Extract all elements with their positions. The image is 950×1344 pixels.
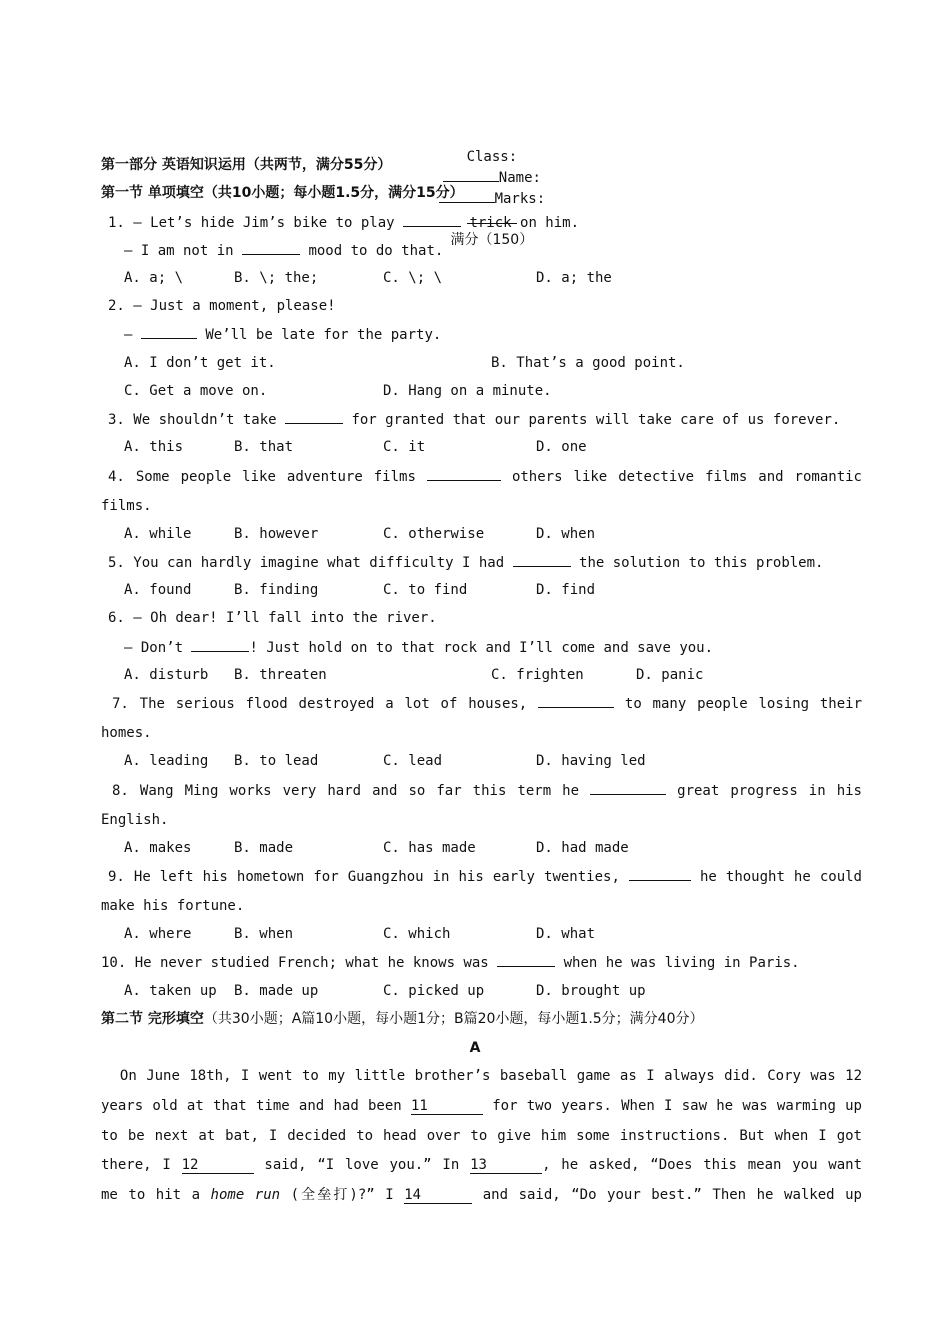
- question-4-stem: 4. Some people like adventure films others like detective films and romantic: [108, 466, 862, 487]
- option-2d[interactable]: D. Hang on a minute.: [383, 383, 552, 399]
- passage-line-4: there, I 12 said, “I love you.” In 13 , he asked, “Does this mean you want: [101, 1157, 863, 1173]
- option-7a[interactable]: A. leading: [124, 753, 209, 769]
- option-8c[interactable]: C. has made: [383, 840, 476, 856]
- passage-line-3: to be next at bat, I decided to head over to give him some instructions. But when I got: [101, 1128, 862, 1144]
- option-10a[interactable]: A. taken up: [124, 983, 217, 999]
- question-9-stem: 9. He left his hometown for Guangzhou in his early twenties, he thought he could: [108, 866, 862, 887]
- option-1b[interactable]: B. \; the;: [234, 270, 319, 286]
- option-9c[interactable]: C. which: [383, 926, 451, 942]
- option-3b[interactable]: B. that: [234, 439, 294, 455]
- option-4c[interactable]: C. otherwise: [383, 526, 485, 542]
- option-8d[interactable]: D. had made: [536, 840, 629, 856]
- question-5-stem: 5. You can hardly imagine what difficulty I had the solution to this problem.: [108, 552, 823, 573]
- option-8a[interactable]: A. makes: [124, 840, 192, 856]
- question-1-reply: — I am not in mood to do that.: [124, 240, 443, 261]
- option-4a[interactable]: A. while: [124, 526, 192, 542]
- class-label: Class:: [466, 149, 518, 165]
- blank-14[interactable]: 14: [404, 1187, 472, 1204]
- option-9d[interactable]: D. what: [536, 926, 596, 942]
- class-blank[interactable]: [443, 167, 499, 182]
- option-4d[interactable]: D. when: [536, 526, 596, 542]
- option-5a[interactable]: A. found: [124, 582, 192, 598]
- marks-label: Marks:: [494, 191, 546, 207]
- question-1-stem: 1. — Let’s hide Jim’s bike to play trick on him.: [108, 212, 579, 233]
- option-2a[interactable]: A. I don’t get it.: [124, 355, 276, 371]
- section1-title: 第一节 单项填空（共10小题；每小题1.5分，满分15分）: [101, 185, 464, 201]
- option-2c[interactable]: C. Get a move on.: [124, 383, 268, 399]
- option-6a[interactable]: A. disturb: [124, 667, 209, 683]
- option-3a[interactable]: A. this: [124, 439, 184, 455]
- option-3c[interactable]: C. it: [383, 439, 426, 455]
- blank-13[interactable]: 13: [470, 1157, 542, 1174]
- question-3-stem: 3. We shouldn’t take for granted that our parents will take care of us forever.: [108, 409, 840, 430]
- option-7b[interactable]: B. to lead: [234, 753, 319, 769]
- option-6b[interactable]: B. threaten: [234, 667, 327, 683]
- passage-label: A: [469, 1040, 481, 1056]
- option-5b[interactable]: B. finding: [234, 582, 319, 598]
- option-10d[interactable]: D. brought up: [536, 983, 646, 999]
- question-2-reply: — We’ll be late for the party.: [124, 324, 441, 345]
- option-2b[interactable]: B. That’s a good point.: [491, 355, 685, 371]
- section2-title: 第二节 完形填空（共30小题；A篇10小题，每小题1分；B篇20小题，每小题1.5分；满分40分）: [101, 1011, 704, 1027]
- passage-line-5: me to hit a home run (全垒打)?” I 14 and said, “Do your best.” Then he walked up: [101, 1187, 862, 1203]
- question-7-stem: 7. The serious flood destroyed a lot of houses, to many people losing their: [112, 693, 862, 714]
- option-10b[interactable]: B. made up: [234, 983, 319, 999]
- option-6d[interactable]: D. panic: [636, 667, 704, 683]
- option-1c[interactable]: C. \; \: [383, 270, 443, 286]
- name-label: Name:: [498, 170, 541, 186]
- question-7-stem-cont: homes.: [101, 725, 152, 741]
- question-4-stem-cont: films.: [101, 498, 152, 514]
- option-9a[interactable]: A. where: [124, 926, 192, 942]
- question-10-stem: 10. He never studied French; what he knows was when he was living in Paris.: [101, 952, 800, 973]
- option-8b[interactable]: B. made: [234, 840, 294, 856]
- option-9b[interactable]: B. when: [234, 926, 294, 942]
- option-5c[interactable]: C. to find: [383, 582, 468, 598]
- blank-12[interactable]: 12: [182, 1157, 254, 1174]
- question-2-stem: 2. — Just a moment, please!: [108, 298, 336, 314]
- option-10c[interactable]: C. picked up: [383, 983, 485, 999]
- question-6-reply: — Don’t ! Just hold on to that rock and I’ll come and save you.: [124, 637, 713, 658]
- option-4b[interactable]: B. however: [234, 526, 319, 542]
- option-5d[interactable]: D. find: [536, 582, 596, 598]
- question-6-stem: 6. — Oh dear! I’ll fall into the river.: [108, 610, 437, 626]
- passage-line-2: years old at that time and had been 11 for two years. When I saw he was warming up: [101, 1098, 862, 1114]
- passage-line-1: On June 18th, I went to my little brother’s baseball game as I always did. Cory was 12: [119, 1068, 862, 1084]
- option-3d[interactable]: D. one: [536, 439, 587, 455]
- option-1a[interactable]: A. a; \: [124, 270, 184, 286]
- part1-title: 第一部分 英语知识运用（共两节，满分55分）: [101, 157, 392, 173]
- question-8-stem: 8. Wang Ming works very hard and so far this term he great progress in his: [112, 780, 862, 801]
- total-score: 满分（150）: [450, 232, 534, 248]
- option-6c[interactable]: C. frighten: [491, 667, 584, 683]
- option-7c[interactable]: C. lead: [383, 753, 443, 769]
- option-7d[interactable]: D. having led: [536, 753, 646, 769]
- option-1d[interactable]: D. a; the: [536, 270, 612, 286]
- question-9-stem-cont: make his fortune.: [101, 898, 245, 914]
- blank-11[interactable]: 11: [411, 1098, 483, 1115]
- question-8-stem-cont: English.: [101, 812, 169, 828]
